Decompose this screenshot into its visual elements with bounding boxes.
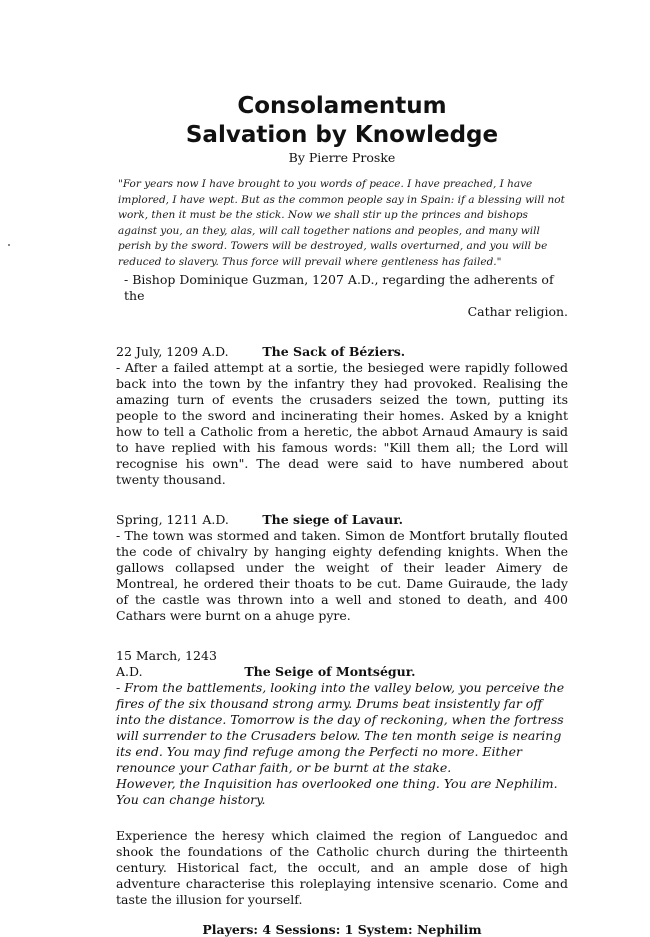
title-line-2: Salvation by Knowledge: [185, 122, 499, 148]
entry-heading: [116, 512, 568, 528]
attribution-line-1: - Bishop Dominique Guzman, 1207 A.D., regarding the adherents of the: [124, 272, 554, 303]
entry-body: - After a failed attempt at a sortie, the besieged were rapidly followed back into the town by the infantry they had provoked. Realising the amazing turn of events the crusaders seized the town, putting its people to the sword and incinerating their homes. Asked by a knight how to tell a Catholic from a heretic, the abbot Arnaud Amaury is said to have replied with his famous words: "Kill them all; the Lord will recognise his own". The dead were said to have numbered about twenty thousand.: [116, 360, 568, 487]
entry-body-nephilim: However, the Inquisition has overlooked one thing. You are Nephilim. You can change history.: [116, 776, 558, 807]
entry-lavaur: [116, 512, 568, 624]
scan-speck: [8, 244, 10, 246]
entry-body: - The town was stormed and taken. Simon de Montfort brutally flouted the code of chivalry by hanging eighty defending knights. When the gallows collapsed under the weight of their leader Aimery de Montreal, he ordered their thoats to be cut. Dame Guiraude, the lady of the castle was thrown into a well and stoned to death, and 400 Cathars were burnt on a ahuge pyre.: [116, 528, 568, 623]
document-page: [116, 92, 568, 937]
entry-title: The Sack of Béziers.: [262, 344, 406, 359]
opening-quote: "For years now I have brought to you words of peace. I have preached, I have implored, I have wept. But as the common people say in Spain: if a blessing will not work, then it must be the stick. Now we shall stir up the princes and bishops against you, an they, alas, will call together nations and peoples, and many will perish by the sword. Towers will be destroyed, walls overturned, and you will be reduced to slavery. Thus force will prevail where gentleness has failed.": [118, 178, 565, 268]
entry-montsegur: [116, 648, 568, 808]
entry-body: - From the battlements, looking into the valley below, you perceive the fires of the six thousand strong army. Drums beat insistently far off into the distance. Tomorrow is the day of reckoning, when the fortress will surrender to the Crusaders below. The ten month seige is nearing its end. You may find refuge among the Perfecti no more. Either renounce your Cathar faith, or be burnt at the stake.: [116, 680, 565, 775]
game-info-footer: Players: 4 Sessions: 1 System: Nephilim: [202, 922, 482, 937]
entry-date: 22 July, 1209 A.D.: [116, 344, 229, 359]
attribution-line-2: Cathar religion.: [467, 304, 568, 319]
entry-title: The Seige of Montségur.: [244, 664, 416, 679]
entry-heading: [116, 648, 568, 680]
entry-date: Spring, 1211 A.D.: [116, 512, 229, 527]
entry-date: 15 March, 1243 A.D.: [116, 648, 217, 679]
title-line-1: Consolamentum: [237, 93, 447, 119]
outro-paragraph: Experience the heresy which claimed the region of Languedoc and shook the foundations of the Catholic church during the thirteenth century. Historical fact, the occult, and an ample dose of high adventure characterise this roleplaying intensive scenario. Come and taste the illusion for yourself.: [116, 828, 568, 907]
byline: By Pierre Proske: [288, 150, 396, 165]
entry-heading: [116, 344, 568, 360]
quote-attribution: [116, 272, 568, 320]
entry-beziers: [116, 344, 568, 488]
entry-title: The siege of Lavaur.: [262, 512, 404, 527]
